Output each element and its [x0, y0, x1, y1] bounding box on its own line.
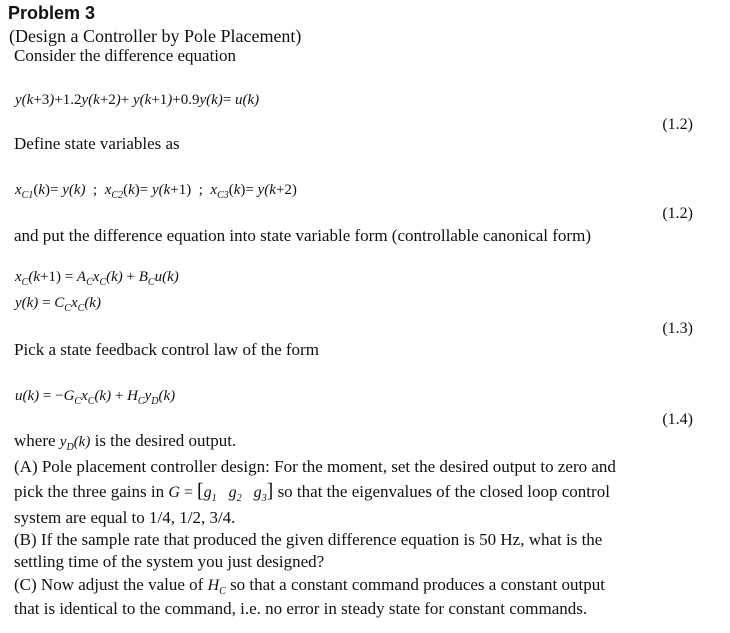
part-c-line2: that is identical to the command, i.e. no error in steady state for constant commands. [14, 599, 588, 618]
xc3-subscript: C3 [217, 190, 229, 201]
equation-number-3: (1.3) [662, 320, 693, 337]
gain-vector: $G = [g_1$ $g_2$ $g_3$] [168, 480, 274, 504]
output-equation: $y(k) = C_Cx_C(k)$ [15, 295, 101, 314]
define-text: Define state variables as [14, 134, 180, 153]
xc1-subscript: C1 [21, 190, 34, 201]
part-b-line1: (B) If the sample rate that produced the given difference equation is 50 Hz, what is the [14, 530, 603, 549]
xc3-symbol: x [210, 182, 218, 198]
xc2-subscript: C2 [111, 190, 124, 201]
difference-equation [15, 90, 259, 110]
part-a-line2-post: so that the eigenvalues of the closed loop control [273, 482, 610, 501]
part-c-line1 [14, 575, 605, 598]
equation-number-2: (1.2) [662, 205, 693, 222]
problem-title: Problem 3 [8, 3, 96, 23]
difference-equation-text: y(k+3)+1.2y(k+2)+ y(k+1)+0.9y(k)= u(k) [15, 92, 260, 108]
equation-number-4: (1.4) [662, 411, 693, 428]
part-a-line2-pre: pick the three gains in [14, 482, 169, 501]
where-text-post: is the desired output. [90, 431, 237, 450]
where-text [14, 431, 236, 454]
part-b-line2: settling time of the system you just designed? [14, 552, 325, 571]
part-a-line1: (A) Pole placement controller design: For the moment, set the desired output to zero and [14, 457, 616, 476]
state-variable-definitions: $x_{C1}(k)= y(k)$ ; $x_{C2}(k)= y(k+1)$ ; $x_{C3}(k)= y(k+2)$ [15, 182, 297, 201]
yd-symbol: $y_D(k)$ [59, 434, 91, 453]
part-a-line3: system are equal to 1/4, 1/2, 3/4. [14, 508, 236, 527]
hc-symbol: $H_C$ [207, 577, 226, 597]
where-text-pre: where [14, 431, 60, 450]
part-c-line1-pre: (C) Now adjust the value of [14, 575, 208, 594]
part-a-line2 [14, 481, 610, 505]
equation-number-1: (1.2) [662, 116, 693, 133]
state-form-text: and put the difference equation into state variable form (controllable canonical form) [14, 226, 591, 245]
problem-subtitle: (Design a Controller by Pole Placement) [9, 26, 302, 46]
part-c-line1-post: so that a constant command produces a constant output [225, 575, 605, 594]
state-equation: $x_C(k+1) = A_Cx_C(k) + B_Cu(k)$ [15, 269, 179, 288]
feedback-text: Pick a state feedback control law of the form [14, 340, 319, 359]
xc1-symbol: x [15, 182, 22, 198]
control-law: $u(k) = -G_Cx_C(k) + H_Cy_D(k)$ [15, 388, 176, 407]
xc2-symbol: x [104, 182, 112, 198]
intro-text: Consider the difference equation [14, 46, 237, 65]
